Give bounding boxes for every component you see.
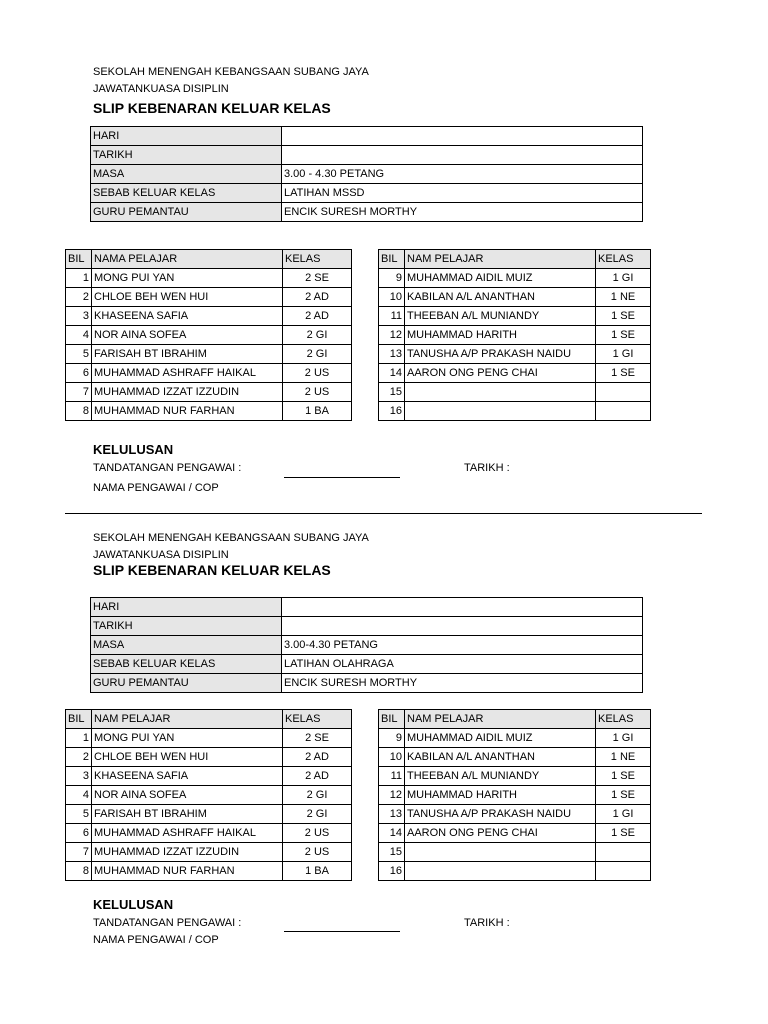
row-kelas: 2 GI [283, 345, 352, 364]
table-header-row [66, 710, 352, 729]
row-name: CHLOE BEH WEN HUI [92, 748, 283, 767]
row-kelas [596, 843, 651, 862]
table-row [379, 307, 651, 326]
row-kelas [596, 862, 651, 881]
row-name: THEEBAN A/L MUNIANDY [405, 307, 596, 326]
row-name: MONG PUI YAN [92, 729, 283, 748]
row-kelas: 1 GI [596, 345, 651, 364]
table-row [379, 345, 651, 364]
table-row [379, 843, 651, 862]
row-bil: 6 [66, 824, 92, 843]
row-bil: 15 [379, 383, 405, 402]
row-kelas: 2 SE [283, 729, 352, 748]
table-row [66, 326, 352, 345]
row-kelas: 1 NE [596, 288, 651, 307]
row-bil: 12 [379, 326, 405, 345]
row-kelas [596, 383, 651, 402]
info-label: GURU PEMANTAU [91, 674, 282, 693]
header-bil: BIL [379, 710, 405, 729]
table-row [66, 748, 352, 767]
row-name: KHASEENA SAFIA [92, 767, 283, 786]
approval-heading: KELULUSAN [93, 442, 174, 457]
info-row [91, 636, 643, 655]
table-row [66, 824, 352, 843]
committee-name: JAWATANKUASA DISIPLIN [93, 83, 229, 95]
slip-title: SLIP KEBENARAN KELUAR KELAS [93, 562, 331, 578]
officer-name-label: NAMA PENGAWAI / COP [93, 482, 219, 494]
table-row [66, 729, 352, 748]
table-row [66, 307, 352, 326]
row-bil: 3 [66, 307, 92, 326]
row-bil: 11 [379, 767, 405, 786]
table-row [66, 767, 352, 786]
signature-label: TANDATANGAN PENGAWAI : [93, 917, 242, 929]
row-bil: 4 [66, 326, 92, 345]
row-name: KABILAN A/L ANANTHAN [405, 288, 596, 307]
info-row [91, 146, 643, 165]
row-kelas: 2 US [283, 824, 352, 843]
table-row [379, 805, 651, 824]
table-row [379, 767, 651, 786]
row-name: AARON ONG PENG CHAI [405, 824, 596, 843]
table-row [66, 288, 352, 307]
student-table-right [378, 709, 651, 881]
row-name: NOR AINA SOFEA [92, 786, 283, 805]
row-name [405, 843, 596, 862]
info-value [282, 127, 643, 146]
row-name: NOR AINA SOFEA [92, 326, 283, 345]
row-bil: 3 [66, 767, 92, 786]
row-kelas: 1 GI [596, 269, 651, 288]
info-table [90, 126, 643, 222]
table-row [379, 786, 651, 805]
header-bil: BIL [379, 250, 405, 269]
header-name: NAM PELAJAR [405, 250, 596, 269]
slip-title: SLIP KEBENARAN KELUAR KELAS [93, 100, 331, 116]
info-value: 3.00 - 4.30 PETANG [282, 165, 643, 184]
row-bil: 7 [66, 383, 92, 402]
info-label: SEBAB KELUAR KELAS [91, 184, 282, 203]
committee-name: JAWATANKUASA DISIPLIN [93, 549, 229, 561]
row-kelas: 2 AD [283, 288, 352, 307]
info-row [91, 674, 643, 693]
row-name: MUHAMMAD AIDIL MUIZ [405, 729, 596, 748]
row-bil: 11 [379, 307, 405, 326]
row-kelas: 1 GI [596, 729, 651, 748]
row-name: TANUSHA A/P PRAKASH NAIDU [405, 345, 596, 364]
table-row [66, 805, 352, 824]
row-kelas: 1 SE [596, 786, 651, 805]
row-name: MUHAMMAD IZZAT IZZUDIN [92, 843, 283, 862]
row-kelas: 1 SE [596, 824, 651, 843]
row-kelas [596, 402, 651, 421]
header-kelas: KELAS [596, 710, 651, 729]
row-bil: 15 [379, 843, 405, 862]
row-bil: 2 [66, 288, 92, 307]
row-name: MUHAMMAD ASHRAFF HAIKAL [92, 364, 283, 383]
info-label: MASA [91, 165, 282, 184]
info-value [282, 617, 643, 636]
row-bil: 8 [66, 862, 92, 881]
info-value: 3.00-4.30 PETANG [282, 636, 643, 655]
table-row [66, 402, 352, 421]
info-value [282, 598, 643, 617]
info-row [91, 598, 643, 617]
info-label: HARI [91, 127, 282, 146]
table-header-row [66, 250, 352, 269]
info-row [91, 617, 643, 636]
table-header-row [379, 710, 651, 729]
row-bil: 7 [66, 843, 92, 862]
table-row [66, 862, 352, 881]
table-row [379, 729, 651, 748]
row-bil: 14 [379, 364, 405, 383]
row-kelas: 1 SE [596, 767, 651, 786]
row-kelas: 2 AD [283, 307, 352, 326]
row-bil: 13 [379, 345, 405, 364]
row-bil: 2 [66, 748, 92, 767]
row-bil: 13 [379, 805, 405, 824]
header-name: NAM PELAJAR [92, 710, 283, 729]
row-name: FARISAH BT IBRAHIM [92, 805, 283, 824]
table-row [66, 843, 352, 862]
row-bil: 1 [66, 269, 92, 288]
signature-line [284, 931, 400, 932]
table-row [379, 288, 651, 307]
info-label: MASA [91, 636, 282, 655]
table-row [66, 345, 352, 364]
header-bil: BIL [66, 250, 92, 269]
row-bil: 8 [66, 402, 92, 421]
header-name: NAM PELAJAR [405, 710, 596, 729]
header-name: NAMA PELAJAR [92, 250, 283, 269]
info-label: SEBAB KELUAR KELAS [91, 655, 282, 674]
table-header-row [379, 250, 651, 269]
row-bil: 5 [66, 345, 92, 364]
row-kelas: 1 SE [596, 364, 651, 383]
table-row [379, 402, 651, 421]
info-row [91, 165, 643, 184]
table-row [66, 383, 352, 402]
row-bil: 14 [379, 824, 405, 843]
row-bil: 12 [379, 786, 405, 805]
info-label: GURU PEMANTAU [91, 203, 282, 222]
row-kelas: 2 SE [283, 269, 352, 288]
row-name: MONG PUI YAN [92, 269, 283, 288]
row-name: MUHAMMAD AIDIL MUIZ [405, 269, 596, 288]
info-value [282, 146, 643, 165]
row-bil: 10 [379, 288, 405, 307]
student-table-left [65, 249, 352, 421]
row-kelas: 1 SE [596, 326, 651, 345]
row-kelas: 2 US [283, 383, 352, 402]
table-row [66, 364, 352, 383]
school-name: SEKOLAH MENENGAH KEBANGSAAN SUBANG JAYA [93, 532, 369, 544]
signature-label: TANDATANGAN PENGAWAI : [93, 462, 242, 474]
row-bil: 1 [66, 729, 92, 748]
header-kelas: KELAS [283, 250, 352, 269]
row-kelas: 2 GI [283, 326, 352, 345]
student-table-right [378, 249, 651, 421]
row-bil: 4 [66, 786, 92, 805]
row-name: MUHAMMAD HARITH [405, 326, 596, 345]
row-name: KHASEENA SAFIA [92, 307, 283, 326]
approval-heading: KELULUSAN [93, 897, 174, 912]
signature-line [284, 477, 400, 478]
table-row [379, 862, 651, 881]
row-bil: 6 [66, 364, 92, 383]
officer-name-label: NAMA PENGAWAI / COP [93, 934, 219, 946]
row-bil: 9 [379, 269, 405, 288]
row-kelas: 2 GI [283, 786, 352, 805]
row-name: CHLOE BEH WEN HUI [92, 288, 283, 307]
row-bil: 16 [379, 862, 405, 881]
row-name: AARON ONG PENG CHAI [405, 364, 596, 383]
row-name: FARISAH BT IBRAHIM [92, 345, 283, 364]
row-name: MUHAMMAD NUR FARHAN [92, 402, 283, 421]
table-row [379, 824, 651, 843]
row-bil: 9 [379, 729, 405, 748]
row-name [405, 383, 596, 402]
table-row [379, 326, 651, 345]
row-bil: 10 [379, 748, 405, 767]
info-row [91, 184, 643, 203]
row-name [405, 862, 596, 881]
row-kelas: 1 GI [596, 805, 651, 824]
table-row [379, 364, 651, 383]
date-label: TARIKH : [464, 462, 510, 474]
header-bil: BIL [66, 710, 92, 729]
info-label: HARI [91, 598, 282, 617]
row-kelas: 1 SE [596, 307, 651, 326]
row-kelas: 2 US [283, 364, 352, 383]
info-value: LATIHAN OLAHRAGA [282, 655, 643, 674]
row-name: MUHAMMAD IZZAT IZZUDIN [92, 383, 283, 402]
info-value: ENCIK SURESH MORTHY [282, 674, 643, 693]
row-kelas: 2 US [283, 843, 352, 862]
student-table-left [65, 709, 352, 881]
info-label: TARIKH [91, 146, 282, 165]
row-name: MUHAMMAD NUR FARHAN [92, 862, 283, 881]
row-name: TANUSHA A/P PRAKASH NAIDU [405, 805, 596, 824]
info-value: ENCIK SURESH MORTHY [282, 203, 643, 222]
row-kelas: 2 AD [283, 748, 352, 767]
header-kelas: KELAS [283, 710, 352, 729]
table-row [379, 269, 651, 288]
row-kelas: 1 BA [283, 402, 352, 421]
school-name: SEKOLAH MENENGAH KEBANGSAAN SUBANG JAYA [93, 66, 369, 78]
date-label: TARIKH : [464, 917, 510, 929]
table-row [379, 383, 651, 402]
table-row [379, 748, 651, 767]
info-row [91, 203, 643, 222]
info-value: LATIHAN MSSD [282, 184, 643, 203]
header-kelas: KELAS [596, 250, 651, 269]
table-row [66, 786, 352, 805]
row-name [405, 402, 596, 421]
row-kelas: 2 AD [283, 767, 352, 786]
cut-divider [65, 513, 702, 514]
row-name: MUHAMMAD HARITH [405, 786, 596, 805]
row-kelas: 2 GI [283, 805, 352, 824]
row-name: KABILAN A/L ANANTHAN [405, 748, 596, 767]
row-bil: 5 [66, 805, 92, 824]
info-label: TARIKH [91, 617, 282, 636]
info-row [91, 655, 643, 674]
row-name: MUHAMMAD ASHRAFF HAIKAL [92, 824, 283, 843]
row-bil: 16 [379, 402, 405, 421]
info-row [91, 127, 643, 146]
info-table [90, 597, 643, 693]
row-name: THEEBAN A/L MUNIANDY [405, 767, 596, 786]
row-kelas: 1 BA [283, 862, 352, 881]
table-row [66, 269, 352, 288]
row-kelas: 1 NE [596, 748, 651, 767]
